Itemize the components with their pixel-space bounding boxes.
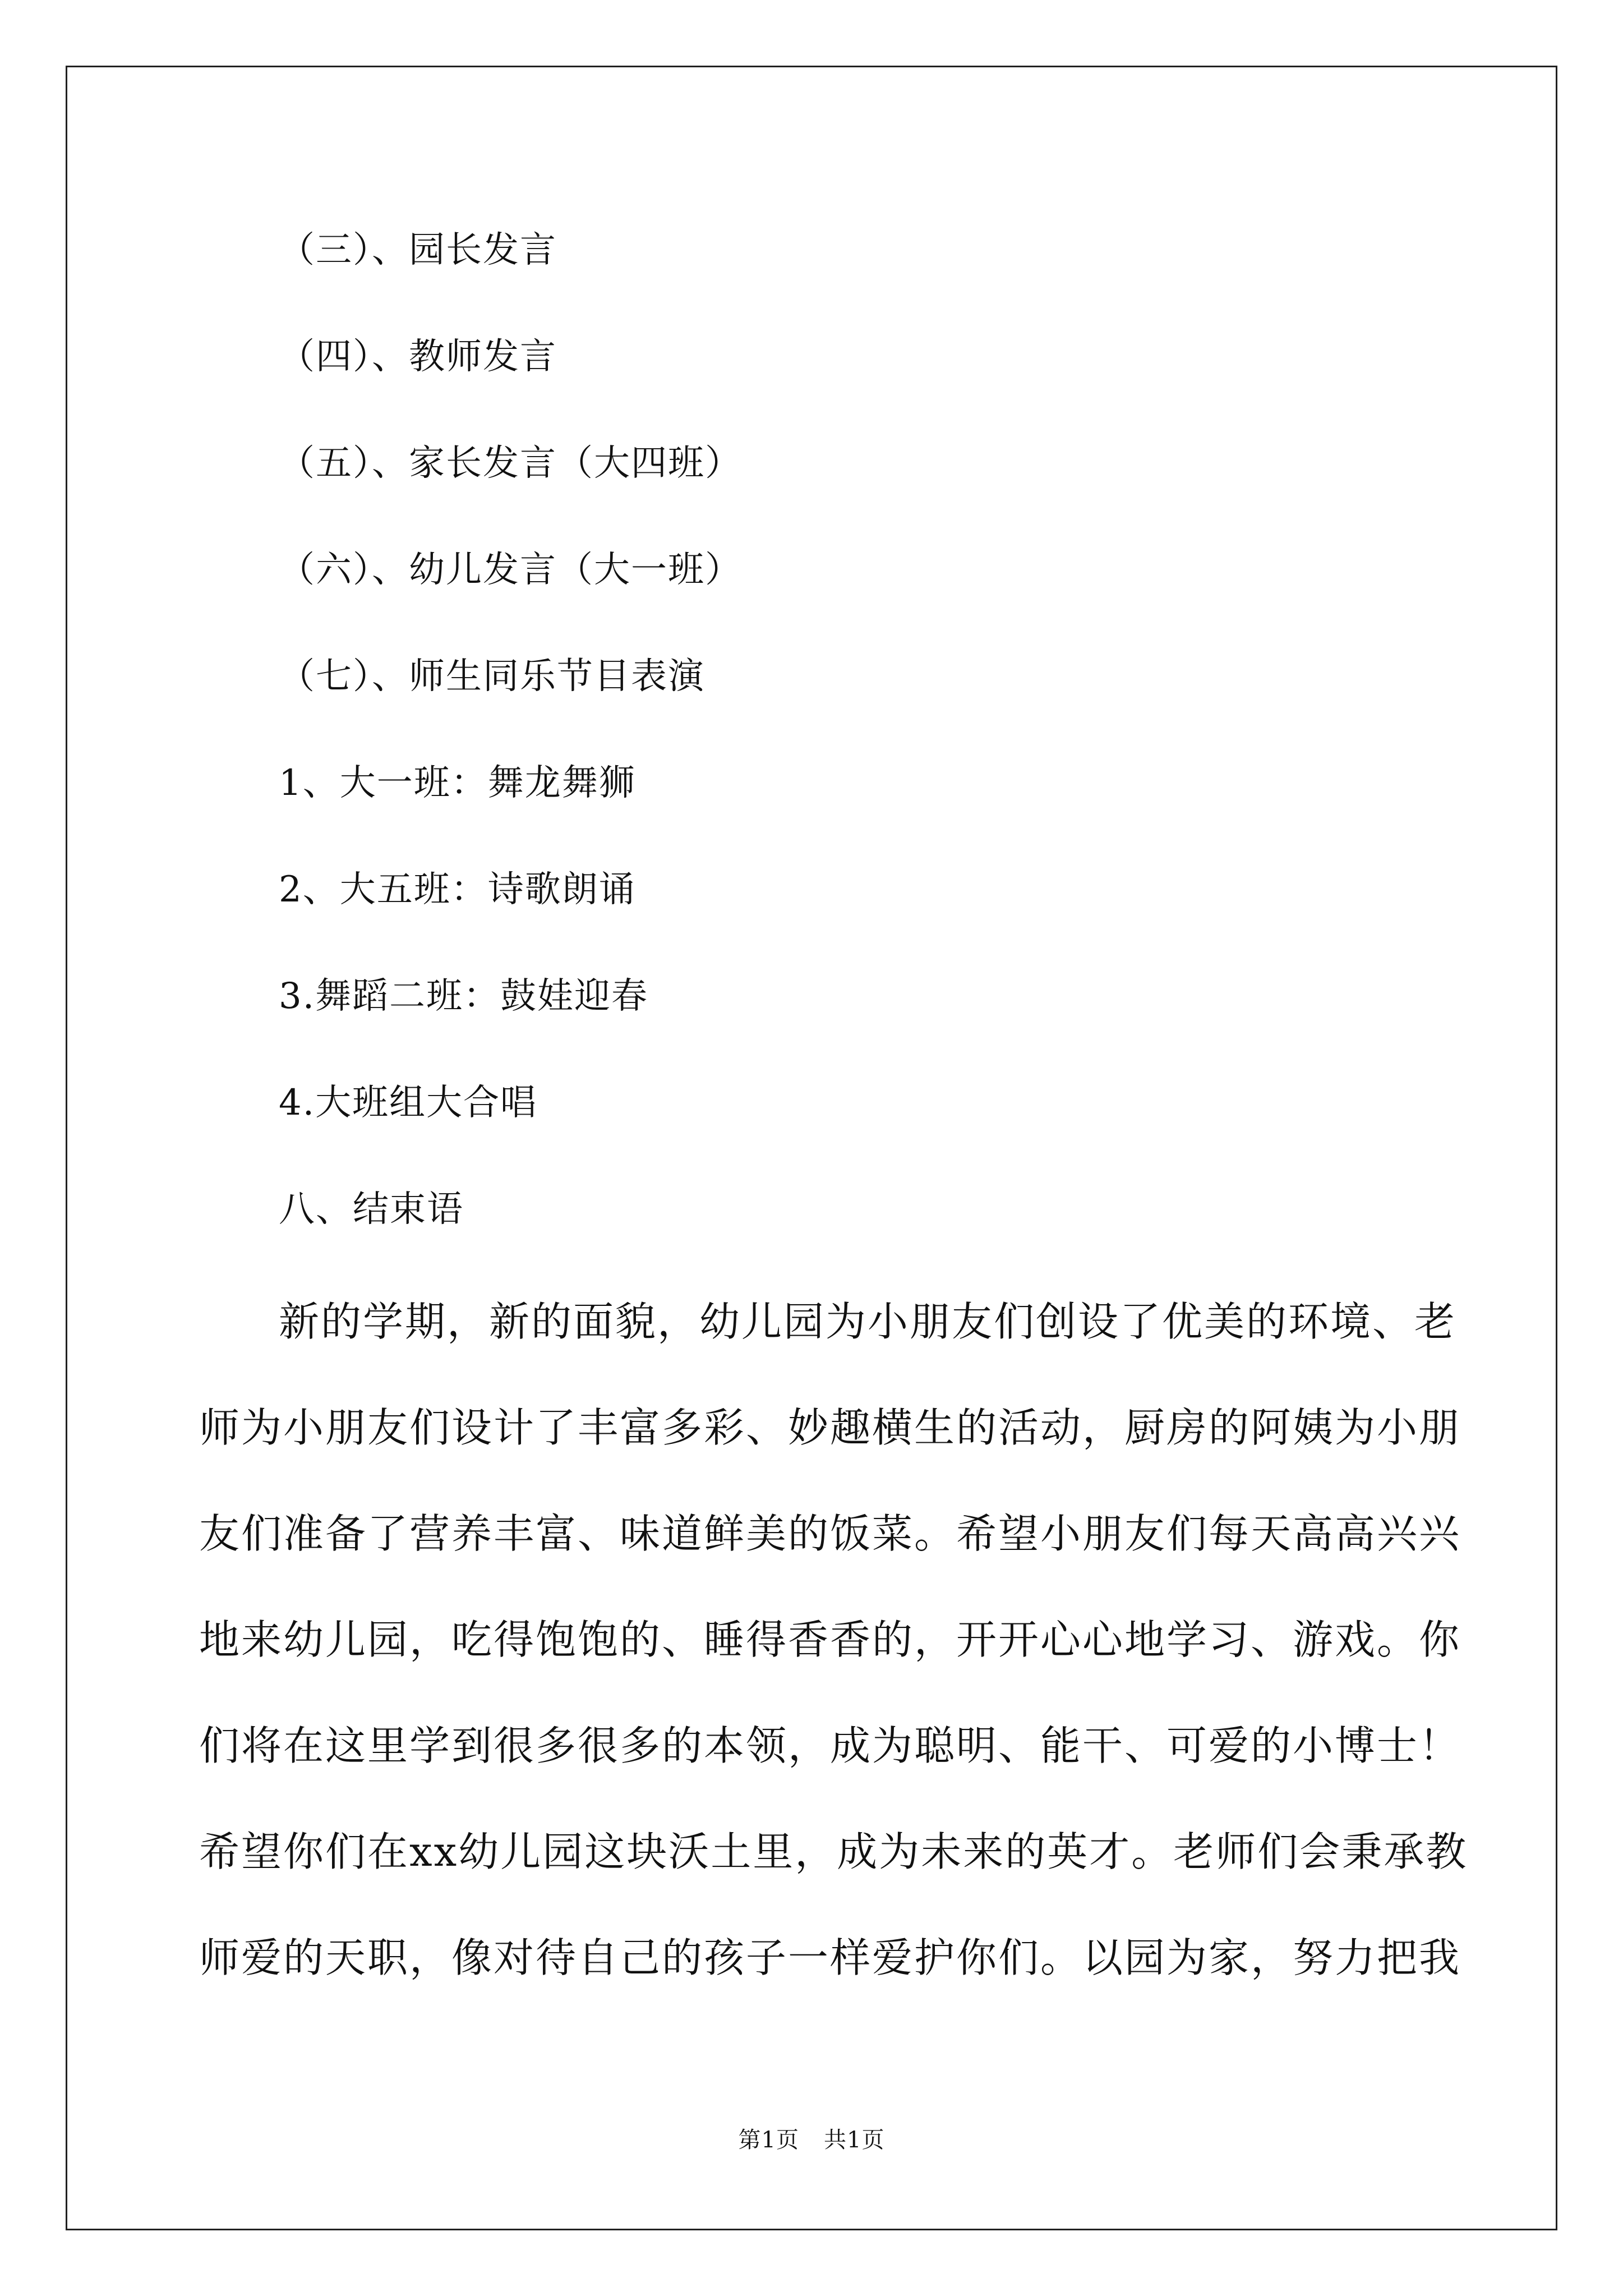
page-number-total: 共1页 <box>824 2127 885 2153</box>
performance-item-4: 4.大班组大合唱 <box>279 1082 538 1124</box>
agenda-item-parent-speech: （五）、家长发言（大四班） <box>279 443 742 484</box>
performance-item-1: 1、大一班：舞龙舞狮 <box>279 762 636 804</box>
paragraph-line: 友们准备了营养丰富、味道鲜美的饭菜。希望小朋友们每天高高兴兴 <box>199 1510 1461 1557</box>
paragraph-line: 地来幼儿园，吃得饱饱的、睡得香香的，开开心心地学习、游戏。你 <box>199 1616 1461 1663</box>
page-number-current: 第1页 <box>738 2127 799 2153</box>
paragraph-line: 师为小朋友们设计了丰富多彩、妙趣横生的活动，厨房的阿姨为小朋 <box>199 1404 1461 1451</box>
agenda-item-principal-speech: （三）、园长发言 <box>279 229 557 271</box>
paragraph-line: 希望你们在xx幼儿园这块沃土里，成为未来的英才。老师们会秉承教 <box>199 1828 1468 1875</box>
agenda-item-child-speech: （六）、幼儿发言（大一班） <box>279 549 742 591</box>
agenda-item-closing: 八、结束语 <box>279 1189 464 1230</box>
page-footer <box>0 2124 1623 2156</box>
closing-paragraph <box>199 1269 1468 2011</box>
performance-item-3: 3.舞蹈二班：鼓娃迎春 <box>279 976 649 1017</box>
performance-item-2: 2、大五班：诗歌朗诵 <box>279 869 636 910</box>
agenda-item-teacher-speech: （四）、教师发言 <box>279 336 557 378</box>
paragraph-line: 新的学期，新的面貌，幼儿园为小朋友们创设了优美的环境、老 <box>279 1298 1457 1345</box>
paragraph-line: 们将在这里学到很多很多的本领，成为聪明、能干、可爱的小博士！ <box>199 1722 1461 1769</box>
paragraph-line: 师爱的天职，像对待自己的孩子一样爱护你们。以园为家，努力把我 <box>199 1934 1461 1981</box>
agenda-item-performance: （七）、师生同乐节目表演 <box>279 656 705 697</box>
